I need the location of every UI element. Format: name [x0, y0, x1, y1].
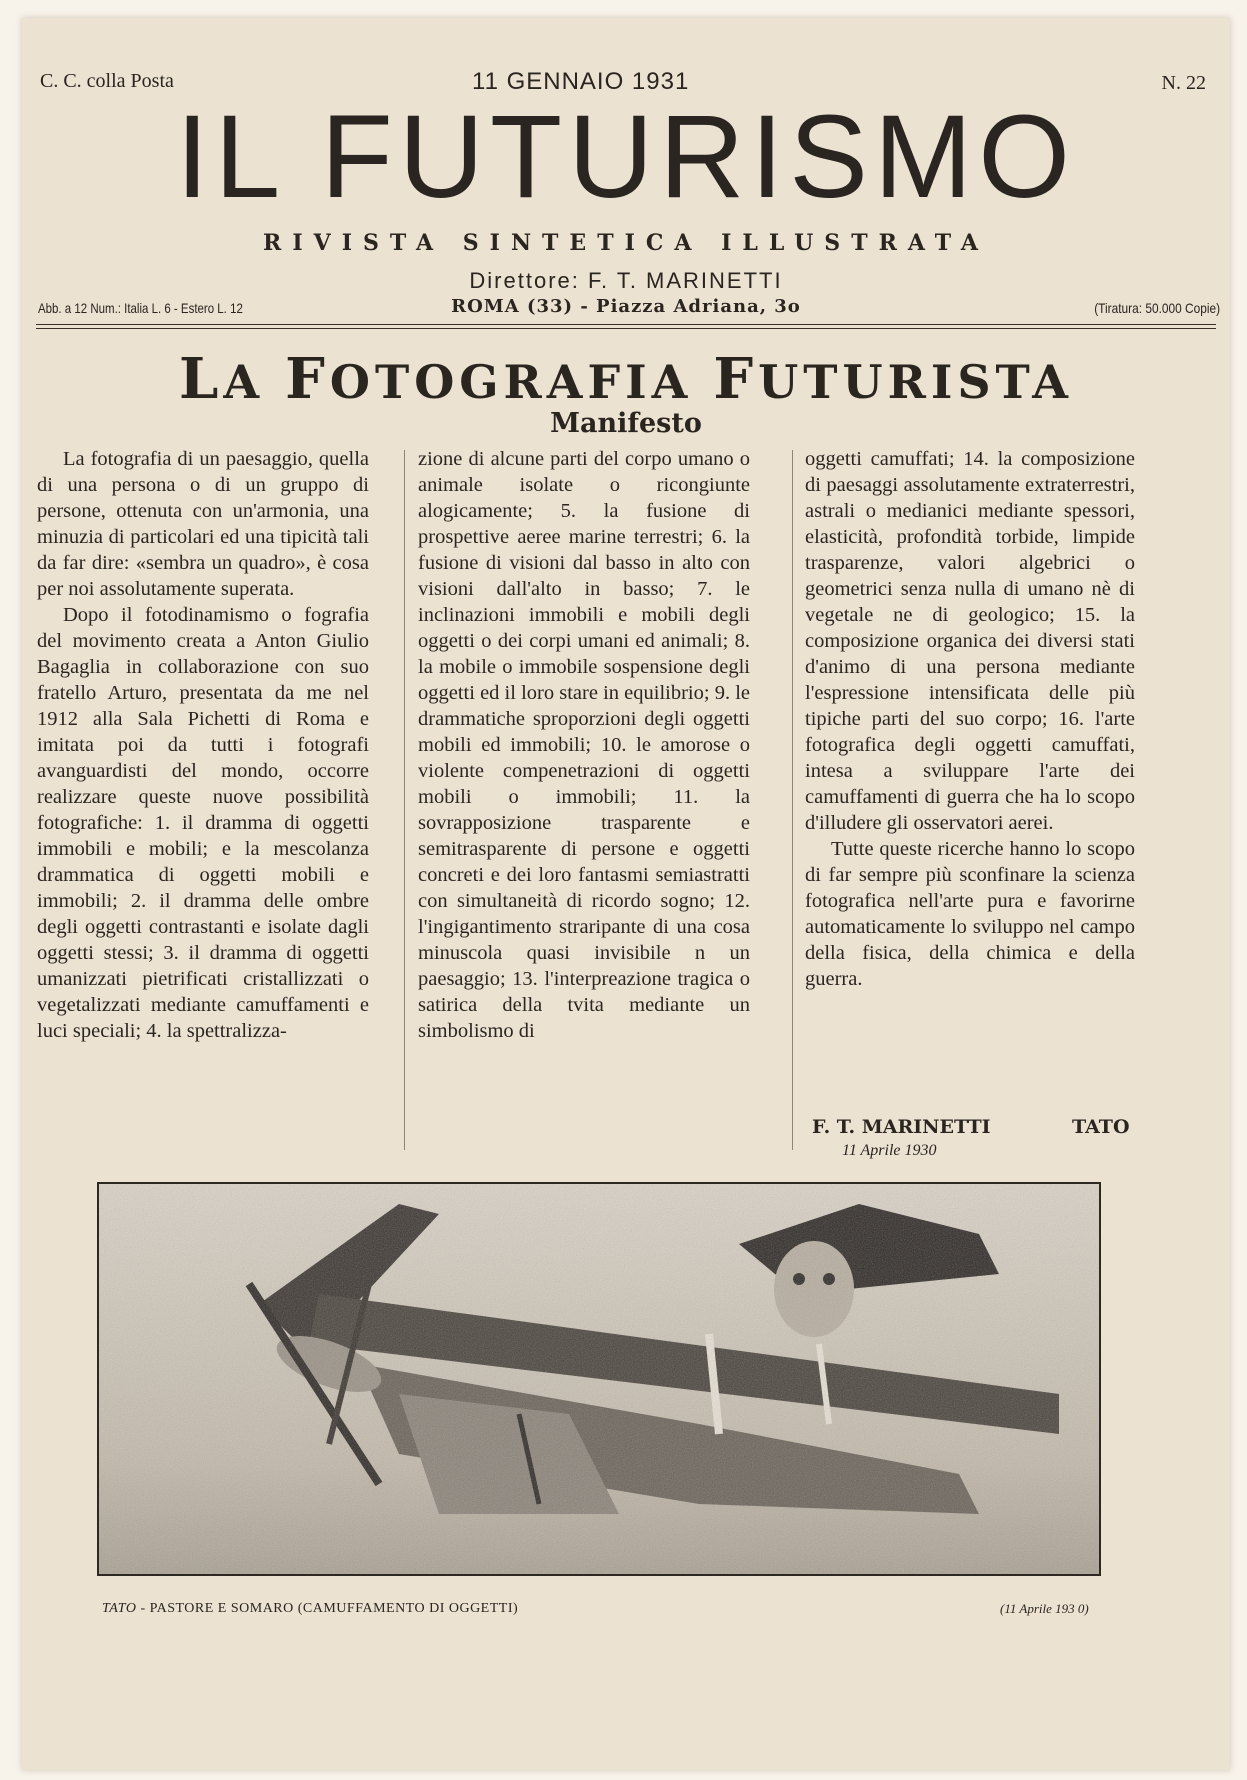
director-line: Direttore: F. T. MARINETTI: [469, 268, 783, 293]
address-line: ROMA (33) - Piazza Adriana, 3o: [451, 296, 801, 317]
column-divider: [792, 450, 793, 1150]
text-column-1: [37, 446, 369, 1044]
masthead-title: IL FUTURISMO: [175, 91, 1077, 223]
paragraph: Tutte queste ricerche hanno lo scopo di far sempre più sconfinare la scienza fotografica nell'arte pura e favorirne automaticamente lo sviluppo nel campo della fisica, della chimica e della guerra.: [805, 838, 1135, 990]
text-column-3: [805, 446, 1135, 992]
masthead-subtitle: RIVISTA SINTETICA ILLUSTRATA: [263, 230, 989, 256]
issue-date: 11 GENNAIO 1931: [472, 68, 690, 95]
newspaper-page: [22, 18, 1230, 1770]
signature-tato: TATO: [1072, 1116, 1130, 1138]
header-rule: [36, 324, 1216, 325]
caption-text: - PASTORE E SOMARO (CAMUFFAMENTO DI OGGETTI): [136, 1601, 519, 1616]
column-divider: [404, 450, 405, 1150]
subscription-info: Abb. a 12 Num.: Italia L. 6 - Estero L. 12: [38, 300, 243, 316]
caption-author: TATO: [102, 1601, 137, 1616]
issue-number: N. 22: [1161, 72, 1206, 94]
paragraph: La fotografia di un paesaggio, quella di una persona o di un gruppo di persone, ottenuta con un'armonia, una minuzia di particolari ed una tipicità tali da far dire: «sembra un quadro», è cosa per noi assolutamente superata.: [37, 448, 369, 600]
article-title: LA FOTOGRAFIA FUTURISTA: [179, 346, 1073, 412]
paragraph: oggetti camuffati; 14. la composizione di paesaggi assolutamente extraterrestri, astrali o medianici mediante spessori, elasticità, profondità torbide, limpide trasparenze, valori algebrici o geometrici senza nulla di umano nè di vegetale ne di geologico; 15. la composizione organica dei diversi stati d'animo di una persona mediante l'espressione intensificata delle più tipiche parti del suo corpo; 16. l'arte fotografica degli oggetti camuffati, intesa a sviluppare l'arte dei camuffamenti di guerra che ha lo scopo d'illudere gli osservatori aerei.: [805, 448, 1135, 834]
header-rule-thin: [36, 328, 1216, 329]
article-subtitle: Manifesto: [550, 408, 702, 439]
caption-date: (11 Aprile 193 0): [1000, 1601, 1089, 1616]
postal-note: C. C. colla Posta: [40, 70, 174, 92]
print-run: (Tiratura: 50.000 Copie): [1094, 300, 1220, 316]
signature-date: 11 Aprile 1930: [842, 1142, 937, 1159]
photo-caption: [102, 1601, 518, 1617]
photograph: [97, 1182, 1101, 1576]
photograph-image: [99, 1184, 1099, 1574]
paragraph: zione di alcune parti del corpo umano o animale isolate o ricongiunte alogicamente; 5. la fusione di prospettive aeree marine terrestri; 6. la fusione di visioni dal basso in alto con visioni dall'alto in basso; 7. le inclinazioni immobili e mobili degli oggetti o dei corpi umani ed animali; 8. la mobile o immobile sospensione degli oggetti ed il loro stare in equilibrio; 9. le drammatiche sproporzioni degli oggetti mobili ed immobili; 10. le amorose o violente compenetrazioni di oggetti mobili o immobili; 11. la sovrapposizione trasparente e semitrasparente di persone e oggetti concreti e dei loro fantasmi semiastratti con simultaneità di ricordo sogno; 12. l'ingigantimento straripante di una cosa minuscola quasi invisibile n un paesaggio; 13. l'interpreazione tragica o satirica della tvita mediante un simbolismo di: [418, 448, 750, 1042]
signature-marinetti: F. T. MARINETTI: [812, 1116, 991, 1138]
text-column-2: [418, 446, 750, 1044]
paragraph: Dopo il fotodinamismo o fografia del movimento creata a Anton Giulio Bagaglia in collaborazione con suo fratello Arturo, presentata da me nel 1912 alla Sala Pichetti di Roma e imitata poi da tutti i fotografi avanguardisti del mondo, occorre realizzare queste nuove possibilità fotografiche: 1. il dramma di oggetti immobili e mobili; e la mescolanza drammatica di oggetti mobili e immobili; 2. il dramma delle ombre degli oggetti contrastanti e isolate dagli oggetti stessi; 3. il dramma di oggetti umanizzati pietrificati cristallizzati o vegetalizzati mediante camuffamenti e luci speciali; 4. la spettralizza-: [37, 604, 369, 1042]
